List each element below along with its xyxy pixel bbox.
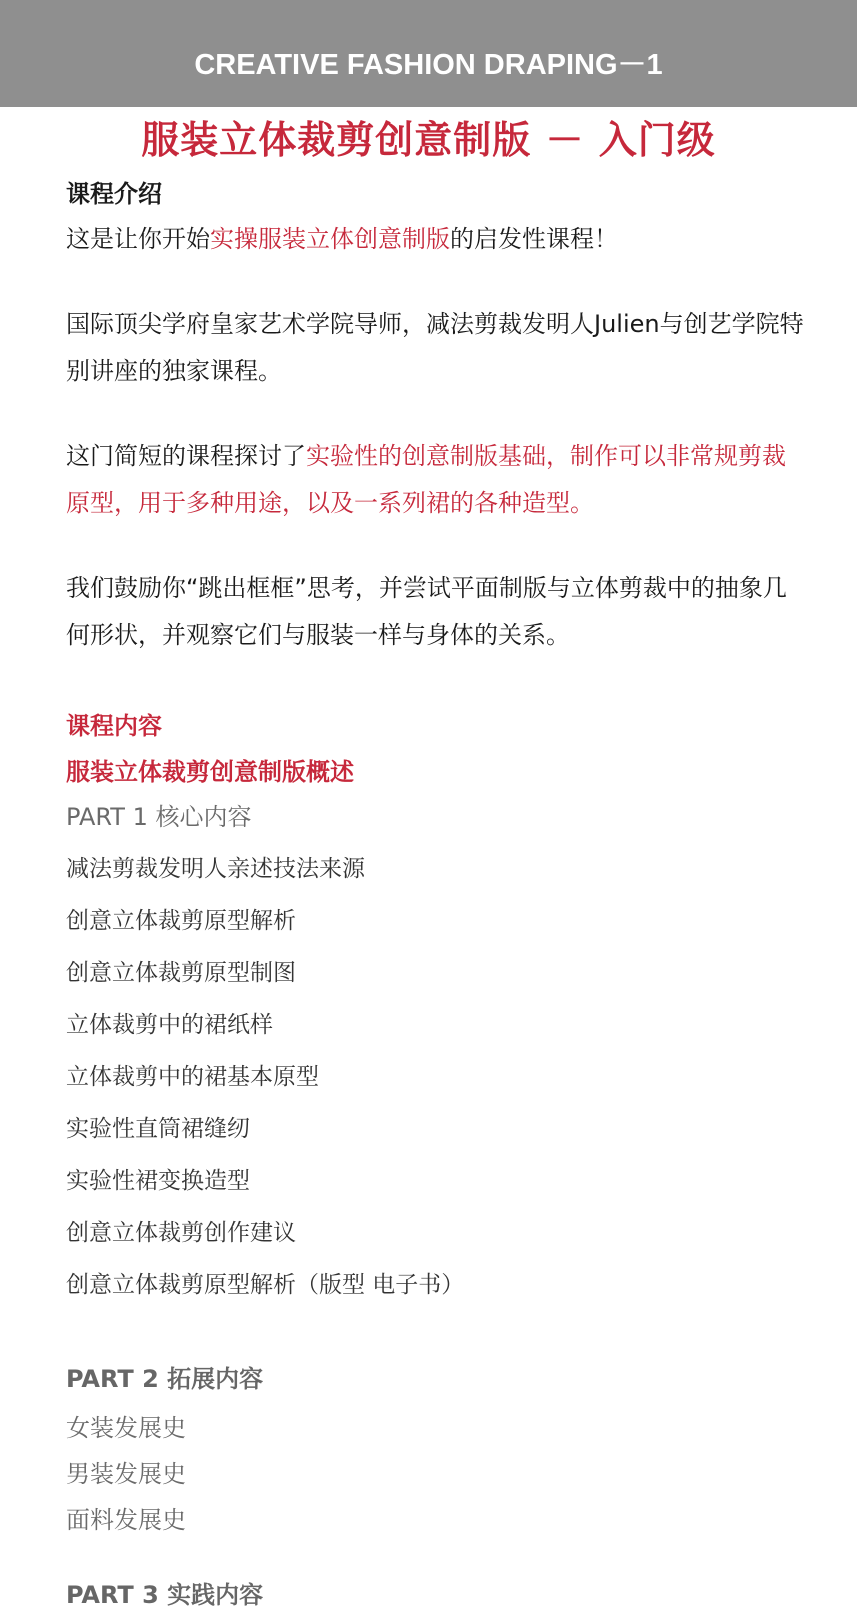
list-item: 创意立体裁剪原型制图 xyxy=(66,960,296,986)
intro-paragraph-1 xyxy=(66,216,806,263)
intro-paragraph-4: 我们鼓励你“跳出框框”思考，并尝试平面制版与立体剪裁中的抽象几何形状，并观察它们与服装一样与身体的关系。 xyxy=(66,574,787,649)
part3-title: PART 3 实践内容 xyxy=(66,1581,264,1609)
intro-p1-text-end: 的启发性课程！ xyxy=(450,225,618,253)
list-item: 立体裁剪中的裙纸样 xyxy=(66,1012,273,1038)
intro-p1-text: 这是让你开始 xyxy=(66,225,210,253)
list-item: 女装发展史 xyxy=(66,1414,186,1442)
list-item: 男装发展史 xyxy=(66,1460,186,1488)
list-item: 创意立体裁剪创作建议 xyxy=(66,1220,296,1246)
list-item: 实验性直筒裙缝纫 xyxy=(66,1116,250,1142)
list-item: 实验性裙变换造型 xyxy=(66,1168,250,1194)
page-title: 服装立体裁剪创意制版 － 入门级 xyxy=(141,118,716,162)
list-item: 减法剪裁发明人亲述技法来源 xyxy=(66,856,365,882)
intro-paragraph-3 xyxy=(66,433,806,527)
list-item: 创意立体裁剪原型解析（版型 电子书） xyxy=(66,1272,465,1298)
part2-list xyxy=(66,1405,806,1543)
part1-list xyxy=(66,843,806,1311)
course-content xyxy=(66,172,806,1617)
list-item: 立体裁剪中的裙基本原型 xyxy=(66,1064,319,1090)
content-heading: 课程内容 xyxy=(66,712,162,740)
intro-p3-text: 这门简短的课程探讨了 xyxy=(66,442,306,470)
intro-paragraph-2: 国际顶尖学府皇家艺术学院导师，减法剪裁发明人Julien与创艺学院特别讲座的独家课程。 xyxy=(66,310,804,385)
header-banner xyxy=(0,0,857,107)
banner-title: CREATIVE FASHION DRAPING－1 xyxy=(194,49,663,81)
intro-heading: 课程介绍 xyxy=(66,180,162,208)
content-subheading: 服装立体裁剪创意制版概述 xyxy=(66,758,354,786)
intro-p1-highlight: 实操服装立体创意制版 xyxy=(210,225,450,253)
intro-p3-highlight: 实验性的创意制版基础，制作可以非常规剪裁原型，用于多种用途，以及一系列裙的各种造型。 xyxy=(66,442,786,517)
part1-title: PART 1 核心内容 xyxy=(66,803,252,831)
list-item: 面料发展史 xyxy=(66,1506,186,1534)
list-item: 创意立体裁剪原型解析 xyxy=(66,908,296,934)
part2-title: PART 2 拓展内容 xyxy=(66,1365,264,1393)
